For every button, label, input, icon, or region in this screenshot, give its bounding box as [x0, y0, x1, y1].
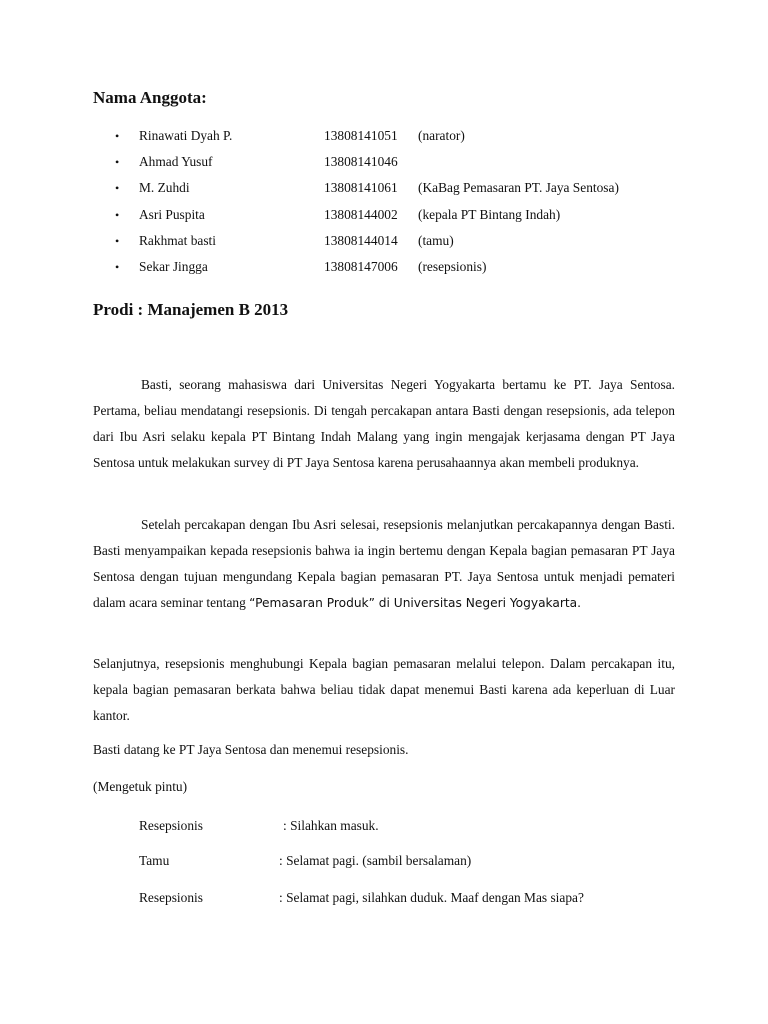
member-role: (resepsionis)	[418, 258, 487, 274]
member-nim: 13808141061	[324, 180, 398, 196]
dialogue-line	[0, 816, 768, 838]
members-heading: Nama Anggota:	[93, 88, 207, 107]
bullet-icon: •	[115, 155, 120, 170]
member-item	[0, 257, 768, 283]
member-item	[0, 126, 768, 152]
member-name: M. Zuhdi	[139, 180, 190, 196]
stage-direction: (Mengetuk pintu)	[93, 779, 188, 794]
narrative-paragraph	[93, 512, 675, 616]
member-nim: 13808141046	[324, 154, 398, 170]
member-name: Sekar Jingga	[139, 258, 208, 274]
dialogue-text: : Silahkan masuk.	[283, 818, 379, 833]
dialogue-speaker: Resepsionis	[139, 890, 203, 905]
member-nim: 13808141051	[324, 128, 398, 143]
member-nim: 13808144002	[324, 206, 398, 222]
member-role: (KaBag Pemasaran PT. Jaya Sentosa)	[418, 180, 619, 196]
member-role: (tamu)	[418, 232, 454, 248]
member-role: (narator)	[418, 128, 465, 143]
member-nim: 13808147006	[324, 258, 398, 274]
member-item	[0, 231, 768, 257]
member-nim: 13808144014	[324, 232, 398, 248]
bullet-icon: •	[115, 233, 120, 248]
seminar-title-text: “Pemasaran Produk” di Universitas Negeri Yogyakarta.	[249, 596, 582, 610]
member-name: Ahmad Yusuf	[139, 154, 213, 170]
dialogue-line	[0, 851, 768, 873]
member-name: Rakhmat basti	[139, 232, 216, 248]
member-item	[0, 152, 768, 178]
dialogue-speaker: Resepsionis	[139, 818, 203, 833]
bullet-icon: •	[115, 129, 120, 143]
member-role: (kepala PT Bintang Indah)	[418, 206, 561, 222]
member-name: Asri Puspita	[139, 206, 205, 222]
dialogue-text: : Selamat pagi. (sambil bersalaman)	[279, 853, 472, 868]
dialogue-text: : Selamat pagi, silahkan duduk. Maaf dengan Mas siapa?	[279, 890, 584, 905]
dialogue-speaker: Tamu	[139, 853, 170, 868]
paragraph-text: Setelah percakapan dengan Ibu Asri selesai, resepsionis melanjutkan percakapannya dengan Basti. Basti menyampaikan kepada resepsionis bahwa ia ingin bertemu dengan Kepala bagian pemasaran PT Jaya Sentosa dengan tujuan mengundang Kepala bagian pemasaran PT. Jaya Sentosa untuk menjadi pemateri dalam acara seminar tentang	[93, 517, 675, 610]
prodi-heading: Prodi : Manajemen B 2013	[93, 300, 289, 319]
member-item	[0, 178, 768, 204]
bullet-icon: •	[115, 207, 120, 222]
member-name: Rinawati Dyah P.	[139, 128, 233, 143]
bullet-icon: •	[115, 181, 120, 196]
narrative-paragraph: Selanjutnya, resepsionis menghubungi Kepala bagian pemasaran melalui telepon. Dalam percakapan itu, kepala bagian pemasaran berkata bahwa beliau tidak dapat menemui Basti karena ada keperluan di Luar kantor.	[93, 656, 675, 723]
bullet-icon: •	[115, 259, 120, 274]
member-list	[0, 126, 768, 283]
dialogue-line	[0, 888, 768, 910]
narrative-paragraph: Basti datang ke PT Jaya Sentosa dan menemui resepsionis.	[93, 742, 409, 757]
narrative-paragraph: Basti, seorang mahasiswa dari Universitas Negeri Yogyakarta bertamu ke PT. Jaya Sentosa. Pertama, beliau mendatangi resepsionis. Di tengah percakapan antara Basti dengan resepsionis, ada telepon dari Ibu Asri selaku kepala PT Bintang Indah Malang yang ingin mengajak kerjasama dengan PT Jaya Sentosa untuk melakukan survey di PT Jaya Sentosa karena perusahaannya akan membeli produknya.	[93, 377, 675, 470]
member-item	[0, 205, 768, 231]
